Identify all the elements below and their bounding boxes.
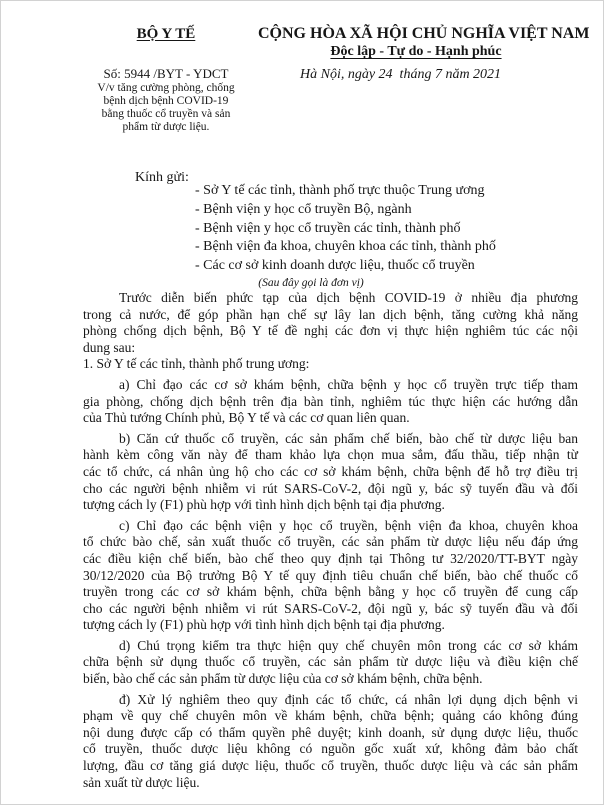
body-line: d) Chú trọng kiểm tra thực hiện quy chế chuyên môn trong các cơ sở khám: [119, 637, 578, 653]
body-line: tổ chức bào chế, sản xuất thuốc cổ truyền, các sản phẩm từ dược liệu nếu đáp ứng: [83, 534, 578, 550]
recipients-list: [195, 182, 496, 276]
recipient-item: - Bệnh viện đa khoa, chuyên khoa các tỉnh, thành phố: [195, 239, 496, 255]
body-line: cho các người bệnh nhiễm vi rút SARS-CoV-2, đội ngũ y, bác sỹ tuyến đầu và đối: [83, 600, 578, 616]
body-line: phạm về quy chế chuyên môn về khám bệnh, chữa bệnh; quảng cáo không đúng: [83, 708, 578, 724]
body-line: của Thủ tướng Chính phủ, Bộ Y tế và các cơ quan liên quan.: [83, 410, 410, 426]
recipient-item: - Bệnh viện y học cổ truyền Bộ, ngành: [195, 201, 412, 217]
point-b-paragraph: [83, 431, 578, 514]
body-line: cổ truyền, thuốc dược liệu không có nguồn gốc xuất xứ, không đảm bảo chất: [83, 741, 578, 757]
body-line: các điều kiện chế biến, bào chế theo quy định tại Thông tư 32/2020/TT-BYT ngày: [83, 550, 578, 566]
body-line: gia phòng, chống dịch bệnh trên địa bàn tỉnh, nghiêm túc thực hiện các hướng dẫn: [83, 393, 578, 409]
recipient-item: - Bệnh viện y học cổ truyền các tỉnh, thành phố: [195, 220, 461, 236]
body-line: nội dung được cấp có thẩm quyền phê duyệt; kinh doanh, sử dụng dược liệu, thuốc: [83, 724, 578, 740]
place-date: Hà Nội, ngày 24 tháng 7 năm 2021: [300, 67, 502, 82]
body-line: hành kèm công văn này để tham khảo lựa chọn mua sắm, đấu thầu, tiếp nhận từ: [83, 447, 578, 463]
subject-line: bệnh dịch bệnh COVID-19: [103, 95, 229, 107]
body-line: lượng, đầu cơ tăng giá dược liệu, thuốc cổ truyền, thuốc dược liệu và các sản phẩm: [83, 758, 578, 774]
body-line: 30/12/2020 của Bộ trưởng Bộ Y tế quy định tiêu chuẩn chế biến, bào chế thuốc cổ: [83, 567, 578, 583]
body-line: trong cả nước, để góp phần hạn chế sự lây lan dịch bệnh, tăng cường khả năng: [83, 306, 578, 322]
body-line: chữa bệnh sử dụng thuốc cổ truyền, các sản phẩm từ dược liệu và điều kiện chế: [83, 654, 578, 670]
national-title: CỘNG HÒA XÃ HỘI CHỦ NGHĨA VIỆT NAM: [258, 25, 590, 42]
document-number: Số: 5944 /BYT - YDCT: [103, 66, 229, 81]
point-a-paragraph: [83, 377, 578, 427]
body-line: c) Chỉ đạo các bệnh viện y học cổ truyền, bệnh viện đa khoa, chuyên khoa: [119, 517, 578, 533]
national-motto-block: [300, 42, 532, 60]
place-date-block: [300, 66, 501, 83]
body-line: a) Chỉ đạo các cơ sở khám bệnh, chữa bệnh y học cổ truyền trực tiếp tham: [119, 376, 578, 392]
intro-paragraph: [83, 290, 578, 356]
point-d-paragraph: [83, 638, 578, 688]
body-line: truyền trong các cơ sở khám bệnh, chữa bệnh bằng y học cổ truyền để cung cấp: [83, 584, 578, 600]
body-line: b) Căn cứ thuốc cổ truyền, các sản phẩm chế biến, bào chế từ dược liệu ban: [119, 430, 578, 446]
body-line: tượng cách ly (F1) phù hợp với tình hình dịch bệnh tại địa phương.: [83, 497, 445, 513]
recipients-note-block: [211, 275, 411, 290]
letter-body: [83, 290, 578, 791]
body-line: dung sau:: [83, 339, 136, 355]
recipient-item: - Các cơ sở kinh doanh dược liệu, thuốc cổ truyền: [195, 258, 475, 274]
body-line: Trước diễn biến phức tạp của dịch bệnh COVID-19 ở nhiều địa phương: [119, 290, 578, 305]
recipient-item: - Sở Y tế các tỉnh, thành phố trực thuộc Trung ương: [195, 183, 485, 198]
body-line: biến, bào chế các sản phẩm từ dược liệu của cơ sở khám bệnh, chữa bệnh.: [83, 671, 483, 687]
national-motto: Độc lập - Tự do - Hạnh phúc: [330, 44, 502, 59]
body-line: đ) Xử lý nghiêm theo quy định các tổ chức, cá nhân lợi dụng dịch bệnh vi: [119, 691, 578, 707]
agency-name: BỘ Y TẾ: [136, 26, 196, 42]
recipients-note: (Sau đây gọi là đơn vị): [258, 277, 364, 289]
body-line: cho các người bệnh nhiễm vi rút SARS-CoV-2, đội ngũ y, bác sỹ tuyến đầu và đối: [83, 480, 578, 496]
subject-line: bằng thuốc cổ truyền và sản: [101, 108, 231, 120]
document-subject: [45, 82, 287, 134]
subject-line: phẩm từ dược liệu.: [122, 121, 210, 133]
point-dd-paragraph: [83, 692, 578, 792]
national-title-block: [258, 25, 602, 43]
body-line: phòng chống dịch bệnh, Bộ Y tế đề nghị các đơn vị thực hiện nghiêm túc các nội: [83, 323, 578, 339]
body-line: sản xuất từ dược liệu.: [83, 774, 200, 790]
agency-block: [45, 25, 287, 43]
section-1-heading: 1. Sở Y tế các tỉnh, thành phố trung ương:: [83, 356, 310, 372]
document-number-block: [45, 66, 287, 82]
body-line: các tổ chức, cá nhân ủng hộ cho các cơ sở khám bệnh, chữa bệnh để hỗ trợ điều trị: [83, 463, 578, 479]
body-line: tượng cách ly (F1) phù hợp với tình hình dịch bệnh tại địa phương.: [83, 617, 445, 633]
recipients-label-block: [135, 169, 189, 186]
recipients-label: Kính gửi:: [135, 170, 189, 185]
subject-line: V/v tăng cường phòng, chống: [97, 82, 235, 94]
point-c-paragraph: [83, 518, 578, 634]
